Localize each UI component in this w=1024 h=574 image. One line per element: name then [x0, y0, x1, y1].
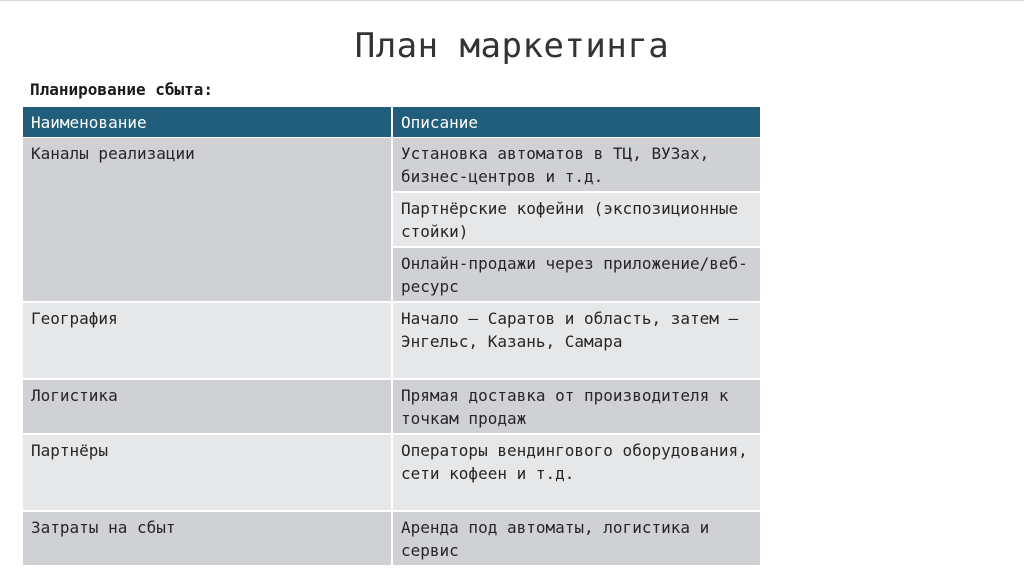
row-description-cell: Онлайн-продажи через приложение/веб-ресурс [391, 248, 760, 303]
row-description-cell: Партнёрские кофейни (экспозиционные стойки) [391, 193, 760, 248]
row-name-cell: Каналы реализации [23, 138, 391, 303]
table-header-row [23, 107, 760, 138]
row-description-cell: Аренда под автоматы, логистика и сервис [391, 512, 760, 567]
row-name-cell: Логистика [23, 380, 391, 435]
header-name: Наименование [23, 107, 391, 138]
row-description-cell: Операторы вендингового оборудования, сети кофеен и т.д. [391, 435, 760, 512]
marketing-plan-table [23, 107, 760, 567]
table-row [23, 138, 760, 193]
section-heading: Планирование сбыта: [30, 80, 214, 99]
table-row [23, 380, 760, 435]
table-row [23, 303, 760, 380]
row-name-cell: Партнёры [23, 435, 391, 512]
table-row [23, 512, 760, 567]
table-row [23, 435, 760, 512]
row-description-cell: Установка автоматов в ТЦ, ВУЗах, бизнес-центров и т.д. [391, 138, 760, 193]
slide-top-border [0, 0, 1024, 1]
row-name-cell: Затраты на сбыт [23, 512, 391, 567]
header-description: Описание [391, 107, 760, 138]
row-description-cell: Начало – Саратов и область, затем – Энгельс, Казань, Самара [391, 303, 760, 380]
slide-title: План маркетинга [354, 26, 670, 66]
row-name-cell: География [23, 303, 391, 380]
row-description-cell: Прямая доставка от производителя к точкам продаж [391, 380, 760, 435]
